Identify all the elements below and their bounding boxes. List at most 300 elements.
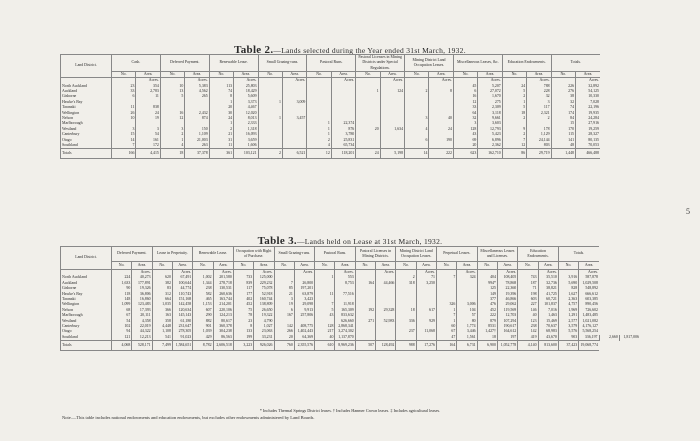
district-name: Nelson [61, 116, 112, 121]
col-area-header: Area. [172, 261, 192, 269]
table-cell: 2,363 [558, 297, 578, 302]
table-cell: 36,806 [132, 292, 152, 297]
table-cell: 43 [453, 132, 477, 137]
district-name: North Auckland [61, 275, 112, 280]
table-cell: 5,423 [478, 132, 502, 137]
table-cell: 108,405 [497, 275, 517, 280]
table-row [61, 313, 641, 318]
table-cell: 2 [396, 275, 416, 280]
table-cell: 4,562 [185, 89, 209, 94]
table-cell: 91,023 [172, 335, 192, 341]
table-cell: 9,661 [478, 116, 502, 121]
table-cell: 582 [193, 292, 213, 297]
table-cell: 2 [209, 127, 233, 132]
table-cell: 123 [518, 319, 538, 324]
table-cell: 11 [136, 94, 160, 99]
table-cell: 228 [527, 89, 551, 94]
table-cell: 452 [233, 302, 253, 307]
table-cell: 71 [518, 286, 538, 291]
table-cell: 100,644 [172, 281, 192, 286]
table-cell: 41,725 [538, 292, 558, 297]
table-cell: 68,983 [538, 329, 558, 334]
table-cell: 12,213 [132, 335, 152, 341]
totals-cell: 6,731 [457, 341, 477, 351]
district-name: Marlborough [61, 121, 112, 126]
table-cell: 199 [233, 335, 253, 341]
table3-label: Table 3. [257, 235, 297, 247]
table-cell: 402 [233, 297, 253, 302]
table-cell: 167 [274, 313, 294, 318]
table-cell: 15,469 [538, 319, 558, 324]
district-name: Marlborough [61, 313, 112, 318]
table-cell: 358 [152, 319, 172, 324]
col-no-header: No. [405, 71, 429, 77]
totals-cell: 24 [356, 149, 380, 159]
table-cell: 67 [112, 313, 132, 318]
table-cell: 80,617 [213, 319, 233, 324]
table2-title-text: —Lands selected during the Year ended 31st March, 1932. [273, 46, 466, 55]
group-header: Perpetual Leases. [437, 247, 478, 262]
table-cell: 1 [356, 89, 380, 94]
table-cell: 125 [477, 286, 497, 291]
table-cell: 366 [152, 308, 172, 313]
table-cell: 1 [307, 127, 331, 132]
table-cell: 20,111 [132, 313, 152, 318]
totals-cell: 18 [160, 149, 184, 159]
table-cell: 6 [405, 137, 429, 142]
table-cell: 40 [429, 116, 453, 121]
table-cell: 21,003 [185, 137, 209, 142]
table-cell: 1,427† [477, 329, 497, 334]
table-cell: 20 [356, 127, 380, 132]
table-cell: 32 [453, 116, 477, 121]
table-cell: 726,602 [579, 308, 599, 313]
table-cell: 115 [551, 132, 575, 137]
col-no-header: No. [112, 261, 132, 269]
table-cell: 54,125 [576, 89, 600, 94]
group-header: Miscellaneous Leases, &c. [453, 55, 502, 72]
table-cell: 1 [160, 137, 184, 142]
col-no-header: No. [502, 71, 526, 77]
table-cell: 354 [136, 84, 160, 89]
table-cell: 141 [551, 137, 575, 142]
table-cell: 90 [112, 286, 132, 291]
group-header: Totals. [558, 247, 599, 262]
table-cell: 7 [437, 275, 457, 280]
table-cell: 733 [233, 275, 253, 280]
table-cell: 3,009 [282, 100, 306, 105]
table-cell: 124,213 [213, 313, 233, 318]
table-cell: 214,201 [213, 302, 233, 307]
table-cell: 1,670 [478, 94, 502, 99]
table-cell: 54 [136, 132, 160, 137]
table-cell: 125,000 [254, 275, 274, 280]
table-cell: 11 [112, 105, 136, 110]
totals-cell: 17,276 [416, 341, 436, 351]
table-cell: 3 [453, 121, 477, 126]
table-cell: 229,232 [254, 281, 274, 286]
table-cell: 1,129 [527, 132, 551, 137]
table-cell: 994* [477, 281, 497, 286]
totals-cell: 610 [315, 341, 335, 351]
table-cell: 12 [160, 116, 184, 121]
table-cell: 149 [477, 292, 497, 297]
table-cell: 10 [160, 84, 184, 89]
totals-cell: 118,201 [331, 149, 355, 159]
table-cell: 222 [477, 313, 497, 318]
col-no-header: No. [193, 261, 213, 269]
table-cell: 19 [274, 302, 294, 307]
table-cell: 7,016 [538, 308, 558, 313]
acres-unit: Acres. [376, 270, 396, 276]
totals-cell: 988 [396, 341, 416, 351]
table-cell: 1,463 [538, 313, 558, 318]
group-header: Pastoral Licenses in Mining Districts under Special Regulations. [356, 55, 405, 72]
table-cell: 5,576 [558, 329, 578, 334]
table-row [61, 329, 641, 334]
group-header: Cash. [112, 55, 161, 72]
table-cell: 5,568,254 [579, 329, 599, 334]
table-cell: 1,027 [254, 324, 274, 329]
acres-unit: Acres. [282, 78, 306, 84]
table-cell: 24 [502, 84, 526, 89]
table-cell: 45 [453, 84, 477, 89]
table-cell: 67 [437, 329, 457, 334]
table-cell: 4 [307, 143, 331, 149]
table-cell: 75,078 [254, 286, 274, 291]
table-cell: 2,309 [478, 105, 502, 110]
totals-cell: 86 [502, 149, 526, 159]
table-cell: 6 [112, 94, 136, 99]
table-cell: 876 [331, 127, 355, 132]
col-area-header: Area. [576, 71, 600, 77]
col-area-header: Area. [579, 261, 599, 269]
table-cell: 7 [112, 143, 136, 149]
page-number: 5 [686, 207, 690, 216]
col-area-header: Area. [213, 261, 233, 269]
table-cell: 44,466 [376, 281, 396, 286]
totals-cell: 528,171 [132, 341, 152, 351]
table-cell: 16 [160, 111, 184, 116]
table-cell: 187 [518, 281, 538, 286]
col-no-header: No. [112, 71, 136, 77]
table-cell: 71 [416, 275, 436, 280]
table-cell: 1,774 [457, 324, 477, 329]
totals-cell: 222 [429, 149, 453, 159]
totals-cell: 361 [209, 149, 233, 159]
table-cell: 275 [478, 100, 502, 105]
acres-unit: Acres. [234, 78, 258, 84]
table-cell: 2,660 [599, 335, 619, 341]
district-name: Auckland [61, 281, 112, 286]
table-cell: 32,736 [538, 281, 558, 286]
table-cell: 172 [136, 143, 160, 149]
acres-unit: Acres. [579, 270, 599, 276]
col-no-header: No. [274, 261, 294, 269]
table-cell: 38 [551, 94, 575, 99]
table-cell: 10,330 [576, 94, 600, 99]
totals-cell: 507 [355, 341, 375, 351]
group-header: Education Endowments. [518, 247, 559, 262]
table-cell: 201,580 [213, 275, 233, 280]
group-header: Renewable Lease. [209, 55, 258, 72]
table-cell: 18 [396, 308, 416, 313]
table-cell: 8 [233, 324, 253, 329]
footnotes: * Includes Thermal Springs District leases. † Includes Hanmer Crown leases. ‡ Includes agricultural leases. [259, 408, 441, 413]
acres-unit: Acres. [172, 270, 192, 276]
col-area-header: Area. [185, 71, 209, 77]
totals-cell: 3,223 [233, 341, 253, 351]
table-row [61, 335, 641, 341]
table-cell: 177 [233, 292, 253, 297]
table-cell: 5,383 [185, 84, 209, 89]
col-area-header: Area. [380, 71, 404, 77]
table-cell: 48 [551, 143, 575, 149]
table2-label: Table 2. [234, 44, 274, 56]
table-cell: 9 [502, 127, 526, 132]
table-cell: 23,063 [254, 329, 274, 334]
table-cell: 2,868,341 [335, 324, 355, 329]
table-cell: 5,690 [558, 281, 578, 286]
totals-cell: 128,492 [376, 341, 396, 351]
col-no-header: No. [209, 71, 233, 77]
table-cell: 60,721 [538, 297, 558, 302]
table-cell: 7 [502, 137, 526, 142]
table-cell: 278,718 [213, 281, 233, 286]
table-cell: 1 [437, 308, 457, 313]
table-cell: 46,866 [497, 297, 517, 302]
table-cell: 19,396 [497, 292, 517, 297]
table-cell: 32 [527, 94, 551, 99]
table-cell: 879 [477, 319, 497, 324]
table-cell: 587,878 [579, 275, 599, 280]
table-cell: 326 [437, 302, 457, 307]
table-cell: 35,510 [538, 275, 558, 280]
table-cell: 198 [518, 292, 538, 297]
table-cell: 24 [136, 111, 160, 116]
totals-cell: 4,140 [518, 341, 538, 351]
table-cell: 666,612 [579, 292, 599, 297]
table-cell: 2,577 [558, 319, 578, 324]
table-cell: 57 [457, 313, 477, 318]
table-cell: 78 [233, 313, 253, 318]
col-area-header: Area. [234, 71, 258, 77]
table-cell: 30 [209, 111, 233, 116]
table-cell: 8531 [477, 324, 497, 329]
table-cell: 1,002 [193, 275, 213, 280]
table-cell: 312 [152, 292, 172, 297]
table-cell: 25,803 [234, 84, 258, 89]
district-name: Nelson [61, 308, 112, 313]
table-cell: 118 [112, 292, 132, 297]
col-no-header: No. [551, 71, 575, 77]
col-area-header: Area. [282, 71, 306, 77]
acres-unit: Acres. [497, 270, 517, 276]
col-area-header: Area. [497, 261, 517, 269]
table-cell: 5,207 [478, 84, 502, 89]
table-cell: 3,446 [457, 329, 477, 334]
col-area-header: Area. [294, 261, 314, 269]
group-header: Lease in Perpetuity. [152, 247, 193, 262]
table-cell: 22,360 [497, 286, 517, 291]
table2 [60, 54, 600, 159]
table-cell: 60 [437, 324, 457, 329]
table-cell: 24,144 [527, 137, 551, 142]
table-cell: 5 [502, 89, 526, 94]
col-no-header: No. [258, 71, 282, 77]
totals-cell: 4,415 [136, 149, 160, 159]
table-cell: 3,457 [282, 116, 306, 121]
table-cell: 2 [405, 89, 429, 94]
col-area-header: Area. [335, 261, 355, 269]
table-cell: 146 [518, 308, 538, 313]
table-cell: 75 [233, 308, 253, 313]
table-cell: 43 [315, 313, 335, 318]
totals-cell: 166 [112, 149, 136, 159]
table-cell: 882 [193, 319, 213, 324]
totals-cell: 8,782 [193, 341, 213, 351]
district-name: Canterbury [61, 132, 112, 137]
totals-cell: 19,068,774 [579, 341, 599, 351]
table-cell: 22,196 [576, 105, 600, 110]
table-cell: 33,231 [254, 335, 274, 341]
table-cell: 21 [209, 132, 233, 137]
totals-cell: 1,584,651 [172, 341, 192, 351]
table-cell: 17,393 [132, 308, 152, 313]
acres-unit: Acres. [416, 270, 436, 276]
totals-cell: 7,499 [152, 341, 172, 351]
table-cell: 1,099 [112, 302, 132, 307]
district-name: Otago [61, 137, 112, 142]
table-cell: 1,483,485 [579, 313, 599, 318]
table-cell: 318 [396, 281, 416, 286]
table-cell: 8 [429, 89, 453, 94]
totals-cell: 466,488 [576, 149, 600, 159]
table-cell: 290 [193, 313, 213, 318]
table-cell: 7,028 [576, 100, 600, 105]
totals-cell: 6,900 [477, 341, 497, 351]
table-cell: 84 [551, 116, 575, 121]
table-cell: 257,806 [294, 313, 314, 318]
district-name: Otago [61, 329, 112, 334]
table-cell: 838 [136, 105, 160, 110]
note: Note.—This table includes national endowments and education endowments, but excludes other endowments administered by Land Boards. [62, 415, 315, 420]
table-cell: 377 [477, 297, 497, 302]
table-cell: 150 [185, 127, 209, 132]
table-cell: 10 [112, 116, 136, 121]
table-cell: 12,703 [497, 313, 517, 318]
table-cell: 336,197 [579, 335, 599, 341]
district-name: Wellington [61, 302, 112, 307]
table-cell: 220,106 [213, 308, 233, 313]
table-cell: 113 [209, 84, 233, 89]
col-no-header: No. [518, 261, 538, 269]
table-cell: 15 [551, 121, 575, 126]
group-header: Pastoral Licenses in Mining Districts. [355, 247, 396, 262]
table-cell: 165,309 [335, 308, 355, 313]
table-cell: 1,606 [234, 143, 258, 149]
col-no-header: No. [356, 71, 380, 77]
table-cell: 18 [502, 111, 526, 116]
acres-unit: Acres. [576, 78, 600, 84]
table-cell: 22,374 [331, 121, 355, 126]
col-no-header: No. [453, 71, 477, 77]
table-cell: 9,913 [294, 308, 314, 313]
table-cell: 197,201 [294, 286, 314, 291]
group-header: Occupation with Right of Purchase. [233, 247, 274, 262]
table-cell: 1,291 [558, 313, 578, 318]
table-cell: 13 [160, 89, 184, 94]
table-cell: 1,108 [152, 329, 172, 334]
table-cell: 1,633 [112, 281, 132, 286]
table-cell: 192 [355, 308, 375, 313]
table-cell: 336 [396, 319, 416, 324]
totals-cell: 37,378 [185, 149, 209, 159]
totals-cell: 162,710 [478, 149, 502, 159]
table-cell: 788 [527, 84, 551, 89]
col-no-header: No. [307, 71, 331, 77]
table-cell: 874 [185, 116, 209, 121]
acres-unit: Acres. [294, 270, 314, 276]
col-area-header: Area. [457, 261, 477, 269]
table-cell: 130,531 [213, 286, 233, 291]
table-cell: 548,892 [579, 286, 599, 291]
col-area-header: Area. [376, 261, 396, 269]
group-header: Small Grazing-runs. [274, 247, 315, 262]
table-cell: 12 [453, 100, 477, 105]
table-cell: 8,013 [234, 116, 258, 121]
table-cell: 839 [233, 281, 253, 286]
table-cell: 24 [429, 127, 453, 132]
group-header: Education Endowments. [502, 55, 551, 72]
acres-unit: Acres. [335, 270, 355, 276]
col-no-header: No. [315, 261, 335, 269]
table-cell: 231,647 [172, 324, 192, 329]
table-cell: 163,744 [213, 297, 233, 302]
table-cell: 27,072 [478, 89, 502, 94]
table-cell: 1,627 [558, 292, 578, 297]
table-cell: 19,259 [576, 127, 600, 132]
table-cell: 44,774 [172, 286, 192, 291]
table-cell: 190 [429, 137, 453, 142]
table-cell: 237 [396, 329, 416, 334]
table-cell: 21 [274, 292, 294, 297]
table-cell: 1 [315, 275, 335, 280]
table-cell: 22,019 [132, 324, 152, 329]
table-cell: 15 [112, 132, 136, 137]
table-cell: 40 [518, 313, 538, 318]
table-cell: 3,274,302 [335, 329, 355, 334]
table-cell: 3,423 [294, 297, 314, 302]
table-cell: 123,483 [132, 302, 152, 307]
table-cell: 553 [335, 275, 355, 280]
table-cell: 69 [453, 137, 477, 142]
table-cell: 3 [160, 127, 184, 132]
acres-unit: Acres. [213, 270, 233, 276]
acres-unit: Acres. [254, 270, 274, 276]
table-cell: 2 [502, 116, 526, 121]
group-header: Renewable Lease. [193, 247, 234, 262]
table-cell: 18,429 [234, 89, 258, 94]
table-cell: 271 [355, 319, 375, 324]
table-cell: 2 [502, 94, 526, 99]
acres-unit: Acres. [478, 78, 502, 84]
table-cell: 2,432 [185, 111, 209, 116]
col-area-header: Area. [527, 71, 551, 77]
table3-title-text: —Lands held on Lease at 31st March, 1932. [296, 237, 443, 246]
group-header: Small Grazing-runs. [258, 55, 307, 72]
table-cell: 2,333 [234, 121, 258, 126]
